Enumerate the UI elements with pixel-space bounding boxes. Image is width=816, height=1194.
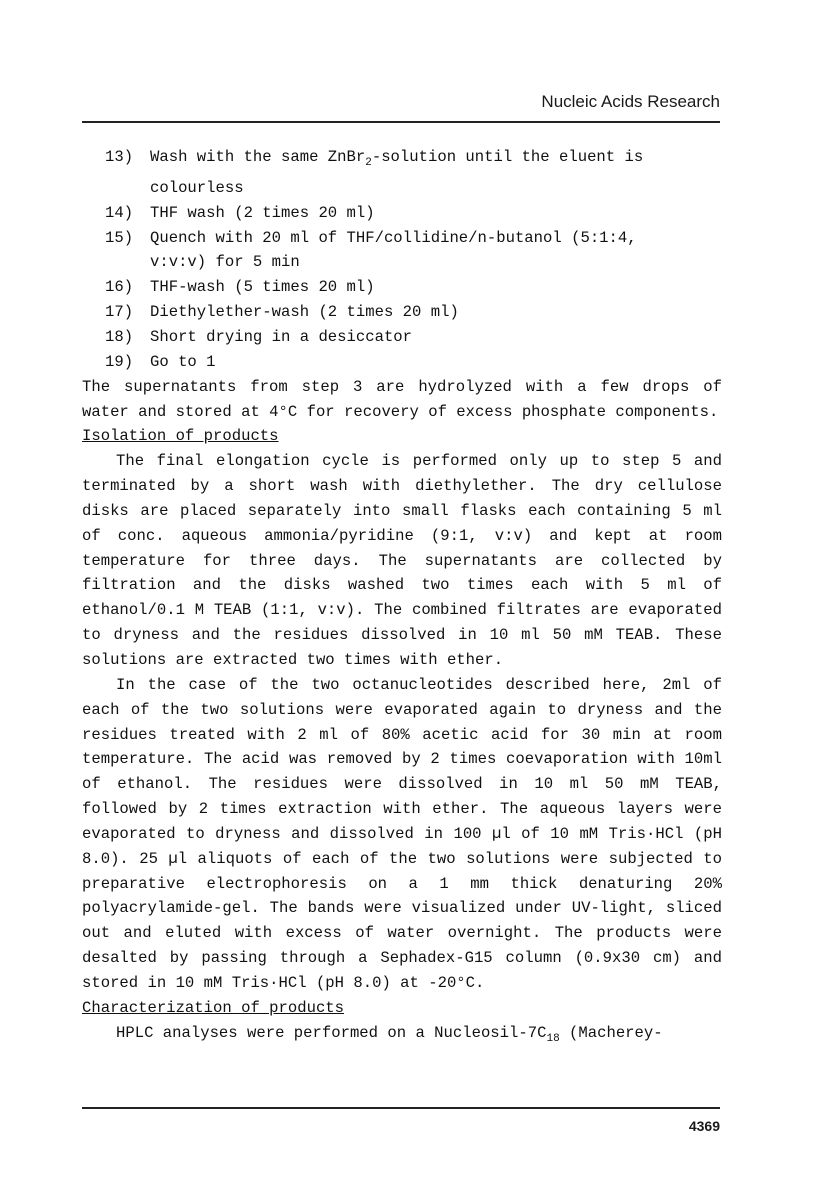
step-text: Go to 1 — [150, 352, 216, 371]
journal-title: Nucleic Acids Research — [541, 92, 720, 111]
characterization-paragraph: HPLC analyses were performed on a Nucleosil-$7C_{18}$ (Macherey- — [116, 1023, 663, 1045]
footer-rule — [82, 1107, 720, 1109]
step-item — [82, 145, 722, 201]
step-text: THF-wash (5 times 20 ml) — [150, 278, 375, 297]
step-text-cont: colourless — [150, 178, 244, 197]
step-number: 18) — [105, 328, 134, 347]
step-number: 16) — [105, 278, 134, 297]
header-rule — [82, 121, 720, 123]
step-text: THF wash (2 times 20 ml) — [150, 203, 375, 222]
page-number: 4369 — [688, 1118, 720, 1134]
step-number: 19) — [105, 352, 134, 371]
step-number: 17) — [105, 303, 134, 322]
step-item — [82, 275, 722, 300]
step-number: 13) — [105, 148, 134, 166]
step-item — [82, 300, 722, 325]
section-heading-characterization: Characterization of products — [82, 998, 345, 1017]
step-number: 14) — [105, 203, 134, 222]
step-item — [82, 325, 722, 350]
isolation-paragraph-1: The final elongation cycle is performed only up to step 5 and terminated by a short wash with diethylether. The dry cellulose disks are placed separately into small flasks each containing 5 ml of conc. aqueous ammonia/pyridine (9:1, v:v) and kept at room temperature for three days. The supernatants are collected by filtration and the disks washed two times each with 5 ml of ethanol/0.1 M TEAB (1:1, v:v). The combined filtrates are evaporated to dryness and the residues dissolved in 10 ml 50 mM TEAB. These solutions are extracted two times with ether. — [82, 452, 722, 669]
step-number: 15) — [105, 228, 134, 247]
step-text: Diethylether-wash (2 times 20 ml) — [150, 303, 459, 322]
step-text: Short drying in a desiccator — [150, 328, 413, 347]
step-item — [82, 226, 722, 276]
step-item — [82, 350, 722, 375]
section-heading-isolation: Isolation of products — [82, 427, 279, 446]
step-text: Quench with 20 ml of THF/collidine/n-butanol (5:1:4, — [150, 228, 637, 247]
step-text: Wash with the same ZnBr$_2$-solution until the eluent is — [150, 148, 644, 170]
supernatant-paragraph: The supernatants from step 3 are hydrolyzed with a few drops of water and stored at 4°C for recovery of excess phosphate components. — [82, 377, 722, 421]
page-body — [82, 145, 722, 1052]
step-text-cont: v:v:v) for 5 min — [150, 253, 300, 272]
step-item — [82, 201, 722, 226]
isolation-paragraph-2: In the case of the two octanucleotides described here, 2ml of each of the two solutions were evaporated again to dryness and the residues treated with 2 ml of 80% acetic acid for 30 min at room temperature. The acid was removed by 2 times coevaporation with 10ml of ethanol. The residues were dissolved in 10 ml 50 mM TEAB, followed by 2 times extraction with ether. The aqueous layers were evaporated to dryness and dissolved in 100 µl of 10 mM Tris·HCl (pH 8.0). 25 µl aliquots of each of the two solutions were subjected to preparative electrophoresis on a 1 mm thick denaturing 20% polyacrylamide-gel. The bands were visualized under UV-light, sliced out and eluted with excess of water overnight. The products were desalted by passing through a Sephadex-G15 column (0.9x30 cm) and stored in 10 mM Tris·HCl (pH 8.0) at -20°C. — [82, 675, 722, 992]
